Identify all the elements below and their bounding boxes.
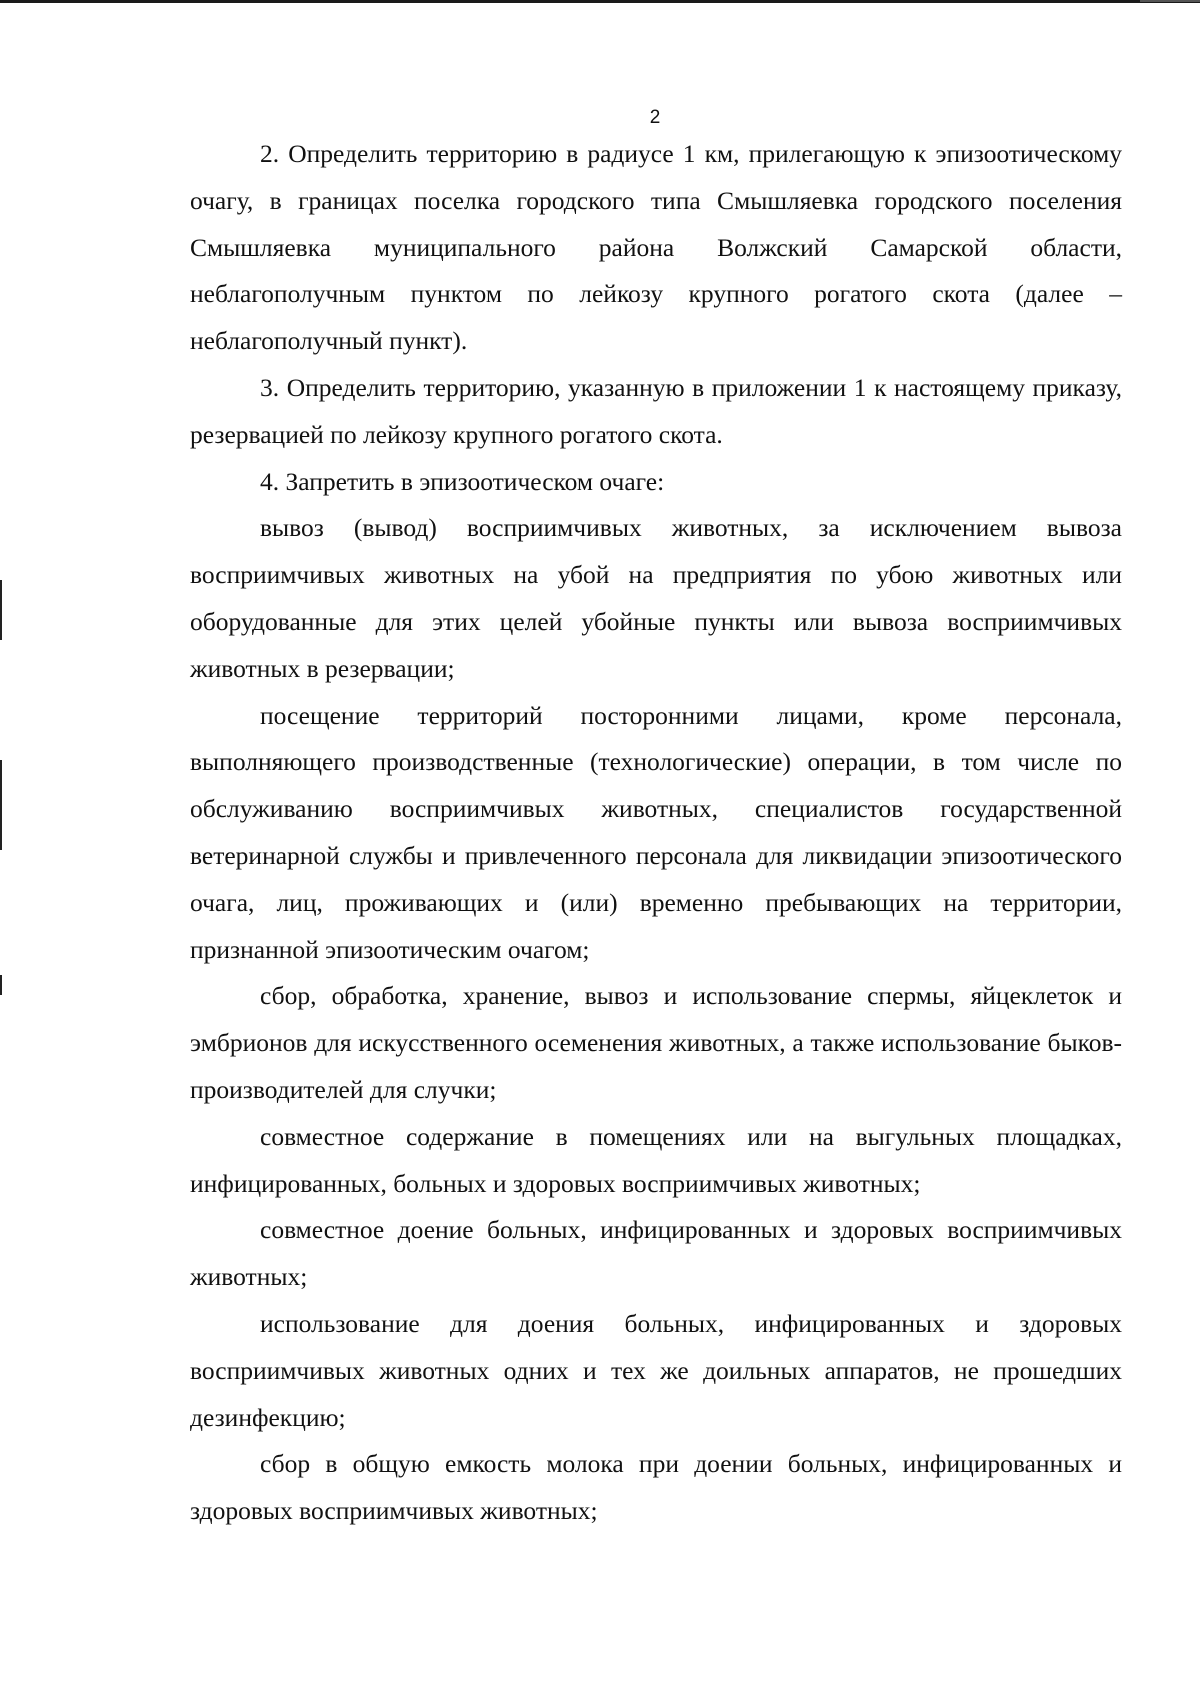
scan-edge-mark	[0, 580, 2, 640]
prohibition-visits: посещение территорий посторонними лицами, кроме персонала, выполняющего производственные (технологические) операции, в том числе по обслуживанию восприимчивых животных, специалистов государственной ветеринарной службы и привлеченного персонала для ликвидации эпизоотического очага, лиц, проживающих и (или) временно пребывающих на территории, признанной эпизоотическим очагом;	[190, 700, 1122, 964]
page-number: 2	[649, 107, 661, 128]
scan-top-border	[0, 0, 1200, 3]
prohibition-joint-keeping: совместное содержание в помещениях или на выгульных площадках, инфицированных, больных и здоровых восприимчивых животных;	[190, 1121, 1122, 1198]
scan-edge-mark	[0, 975, 2, 995]
paragraph-item-3: 3. Определить территорию, указанную в приложении 1 к настоящему приказу, резервацией по лейкозу крупного рогатого скота.	[190, 372, 1122, 449]
prohibition-export: вывоз (вывод) восприимчивых животных, за исключением вывоза восприимчивых животных на убой на предприятия по убою животных или оборудованные для этих целей убойные пункты или вывоза восприимчивых животных в резервации;	[190, 513, 1122, 683]
document-body	[190, 131, 1122, 1535]
prohibition-joint-milking: совместное доение больных, инфицированных и здоровых восприимчивых животных;	[190, 1215, 1122, 1292]
prohibition-sperm-embryos: сбор, обработка, хранение, вывоз и использование спермы, яйцеклеток и эмбрионов для искусственного осеменения животных, а также использование быков-производителей для случки;	[190, 981, 1122, 1104]
paragraph-item-4: 4. Запретить в эпизоотическом очаге:	[260, 466, 665, 496]
prohibition-milking-equipment: использование для доения больных, инфицированных и здоровых восприимчивых животных одних и тех же доильных аппаратов, не прошедших дезинфекцию;	[190, 1308, 1122, 1432]
scan-top-border-right	[1140, 0, 1200, 2]
paragraph-item-2: 2. Определить территорию в радиусе 1 км, прилегающую к эпизоотическому очагу, в границах поселка городского типа Смышляевка городского поселения Смышляевка муниципального района Волжский Самарской области, неблагополучным пунктом по лейкозу крупного рогатого скота (далее – неблагополучный пункт).	[190, 139, 1122, 356]
prohibition-milk-collection: сбор в общую емкость молока при доении больных, инфицированных и здоровых восприимчивых животных;	[190, 1449, 1122, 1526]
scan-edge-mark	[0, 760, 2, 850]
